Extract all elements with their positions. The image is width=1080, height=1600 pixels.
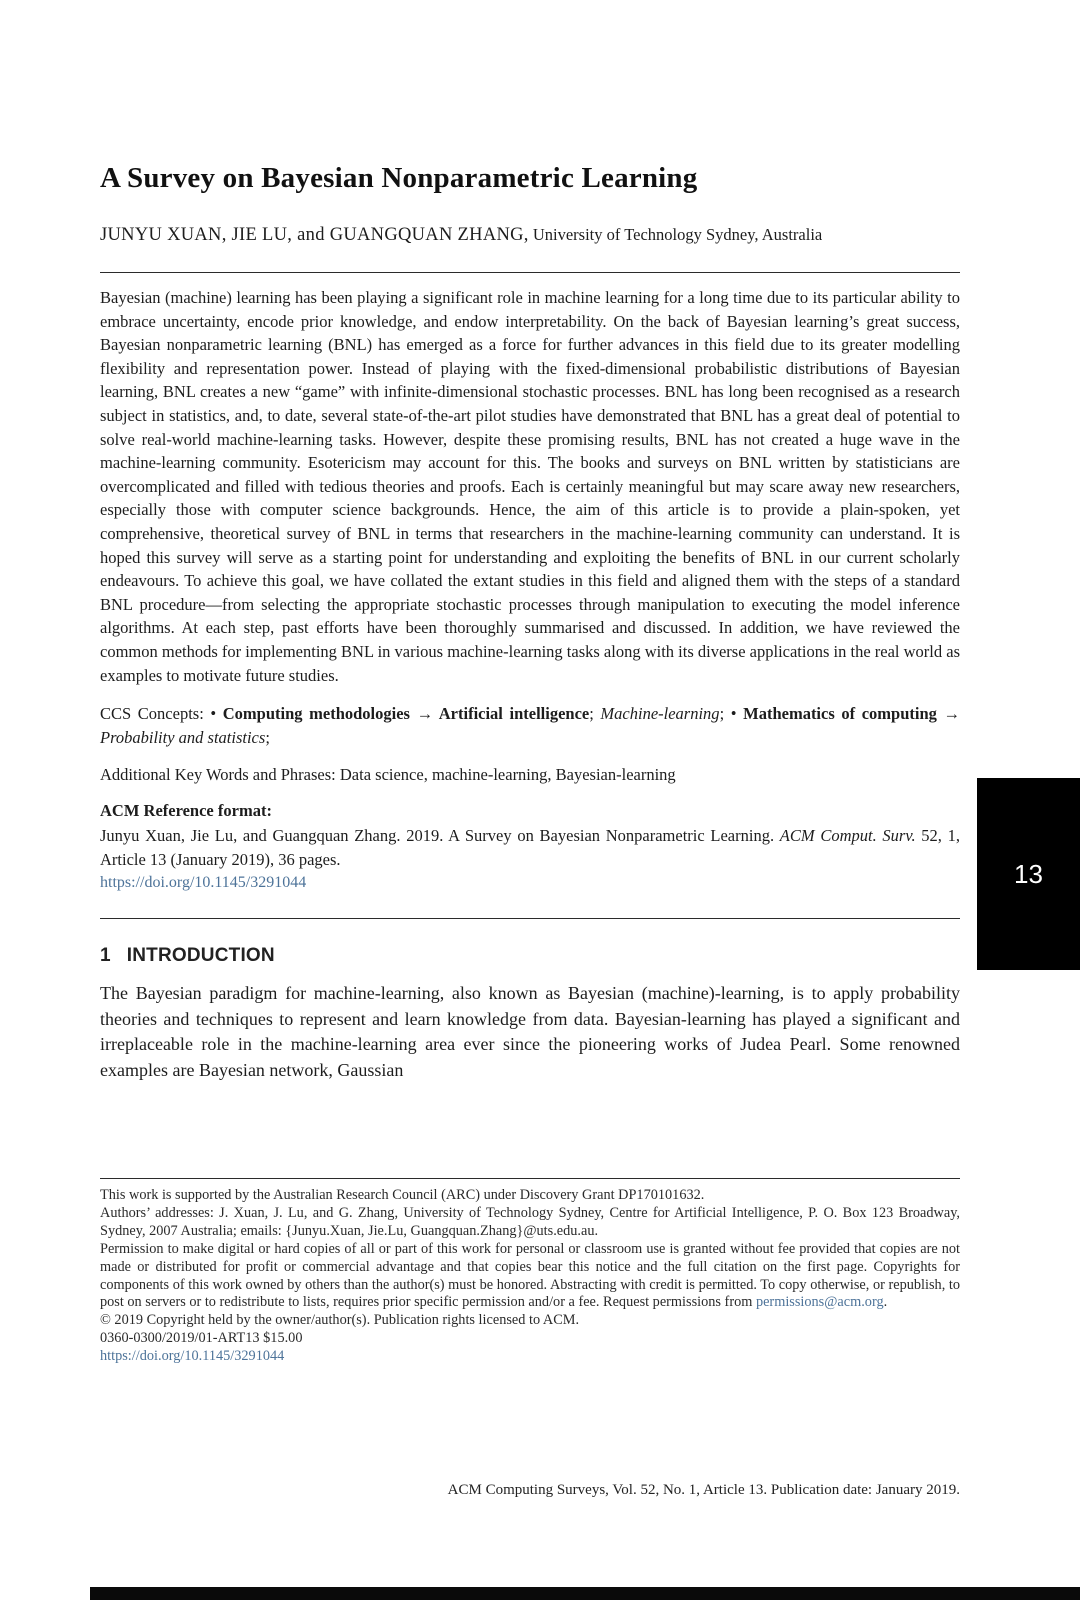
ccs-bold-computing: Computing methodologies → Artificial intelligence	[222, 704, 590, 724]
ref-citation-start: Junyu Xuan, Jie Lu, and Guangquan Zhang. 2019. A Survey on Bayesian Nonparametric Learning.	[100, 826, 780, 846]
ccs-prefix: CCS Concepts: •	[100, 704, 223, 724]
footnote-permission-text: Permission to make digital or hard copies of all or part of this work for personal or classroom use is granted without fee provided that copies are not made or distributed for profit or commercial advantage and that copies bear this notice and the full citation on the first page. Copyrights for components of this work owned by others than the author(s) must be honored. Abstracting with credit is permitted. To copy otherwise, or republish, to post on servers or to redistribute to lists, requires prior specific permission and/or a fee. Request permissions from	[100, 1240, 960, 1311]
ccs-arrow: →	[936, 704, 960, 724]
running-footer: ACM Computing Surveys, Vol. 52, No. 1, Article 13. Publication date: January 2019.	[447, 1482, 960, 1498]
ccs-sep2: ; •	[719, 704, 744, 724]
footnote-addresses: Authors’ addresses: J. Xuan, J. Lu, and G. Zhang, University of Technology Sydney, Centre for Artificial Intelligence, P. O. Box 123 Broadway, Sydney, 2007 Australia; emails: {Junyu.Xuan, Jie.Lu, Guangquan.Zhang}@uts.edu.au.	[100, 1204, 960, 1239]
author-affiliation: University of Technology Sydney, Australia	[528, 225, 823, 244]
footnote-support: This work is supported by the Australian Research Council (ARC) under Discovery Grant DP170101632.	[100, 1187, 705, 1203]
authors-line	[100, 225, 960, 246]
page-number-tab	[977, 778, 1080, 970]
acm-reference-text	[100, 824, 960, 871]
paper-title: A Survey on Bayesian Nonparametric Learning	[100, 162, 698, 194]
divider-above-abstract	[100, 272, 960, 273]
section-number: 1	[100, 945, 111, 967]
additional-keywords: Additional Key Words and Phrases: Data science, machine-learning, Bayesian-learning	[100, 765, 676, 785]
section-heading-introduction	[100, 945, 960, 967]
ccs-sep: ;	[589, 704, 601, 724]
permissions-email-link[interactable]: permissions@acm.org	[755, 1294, 884, 1311]
author-names: JUNYU XUAN, JIE LU, and GUANGQUAN ZHANG,	[100, 225, 529, 245]
reference-doi-link[interactable]: https://doi.org/10.1145/3291044	[100, 874, 307, 892]
page-edge-bar	[90, 1587, 1080, 1600]
abstract-text: Bayesian (machine) learning has been playing a significant role in machine learning for a long time due to its particular ability to embrace uncertainty, encode prior knowledge, and endow interpretability. On the back of Bayesian learning’s great success, Bayesian nonparametric learning (BNL) has emerged as a force for further advances in this field due to its greater modelling flexibility and representation power. Instead of playing with the fixed-dimensional probabilistic distributions of Bayesian learning, BNL creates a new “game” with infinite-dimensional stochastic processes. BNL has long been recognised as a research subject in statistics, and, to date, several state-of-the-art pilot studies have demonstrated that BNL has a great deal of potential to solve real-world machine-learning tasks. However, despite these promising results, BNL has not created a huge wave in the machine-learning community. Esotericism may account for this. The books and surveys on BNL written by statisticians are overcomplicated and filled with tedious theories and proofs. Each is certainly meaningful but may scare away new researchers, especially those with computer science backgrounds. Hence, the aim of this article is to provide a plain-spoken, yet comprehensive, theoretical survey of BNL in terms that researchers in the machine-learning community can understand. It is hoped this survey will serve as a starting point for understanding and exploiting the benefits of BNL in our current scholarly endeavours. To achieve this goal, we have collated the extant studies in this field and aligned them with the steps of a standard BNL procedure—from selecting the appropriate stochastic processes through manipulation to executing the model inference algorithms. At each step, past efforts have been thoroughly summarised and discussed. In addition, we have reviewed the common methods for implementing BNL in various machine-learning tasks along with its diverse applications in the real world as examples to motivate future studies.	[100, 288, 960, 685]
ccs-end: ;	[265, 727, 270, 747]
ccs-concepts	[100, 702, 960, 749]
footnote-block	[100, 1178, 960, 1366]
ccs-italic-ml: Machine-learning	[600, 704, 720, 724]
ccs-italic-prob: Probability and statistics	[100, 727, 266, 747]
footnote-text	[100, 1187, 960, 1366]
acm-reference-block	[100, 801, 960, 894]
ccs-bold-math: Mathematics of computing	[743, 704, 937, 724]
acm-reference-heading: ACM Reference format:	[100, 801, 272, 821]
footnote-permission	[100, 1241, 960, 1313]
ref-journal-name: ACM Comput. Surv.	[779, 826, 916, 846]
main-content	[100, 162, 960, 1083]
divider-above-introduction	[100, 918, 960, 919]
page-number: 13	[1014, 858, 1043, 889]
intro-paragraph: The Bayesian paradigm for machine-learning, also known as Bayesian (machine)-learning, is to apply probability theories and techniques to represent and learn knowledge from data. Bayesian-learning has played a significant and irreplaceable role in the machine-learning area ever since the pioneering works of Judea Pearl. Some renowned examples are Bayesian network, Gaussian	[100, 983, 960, 1080]
footnote-permission-period: .	[883, 1294, 888, 1311]
footnote-copyright: © 2019 Copyright held by the owner/author(s). Publication rights licensed to ACM.	[100, 1312, 580, 1329]
footnote-doi-link[interactable]: https://doi.org/10.1145/3291044	[100, 1348, 285, 1365]
section-title: INTRODUCTION	[126, 945, 275, 967]
footnote-issn: 0360-0300/2019/01-ART13 $15.00	[100, 1330, 303, 1347]
ref-citation-end: 52, 1, Article 13 (January 2019), 36 pages.	[100, 826, 961, 869]
footnote-divider	[100, 1178, 960, 1179]
